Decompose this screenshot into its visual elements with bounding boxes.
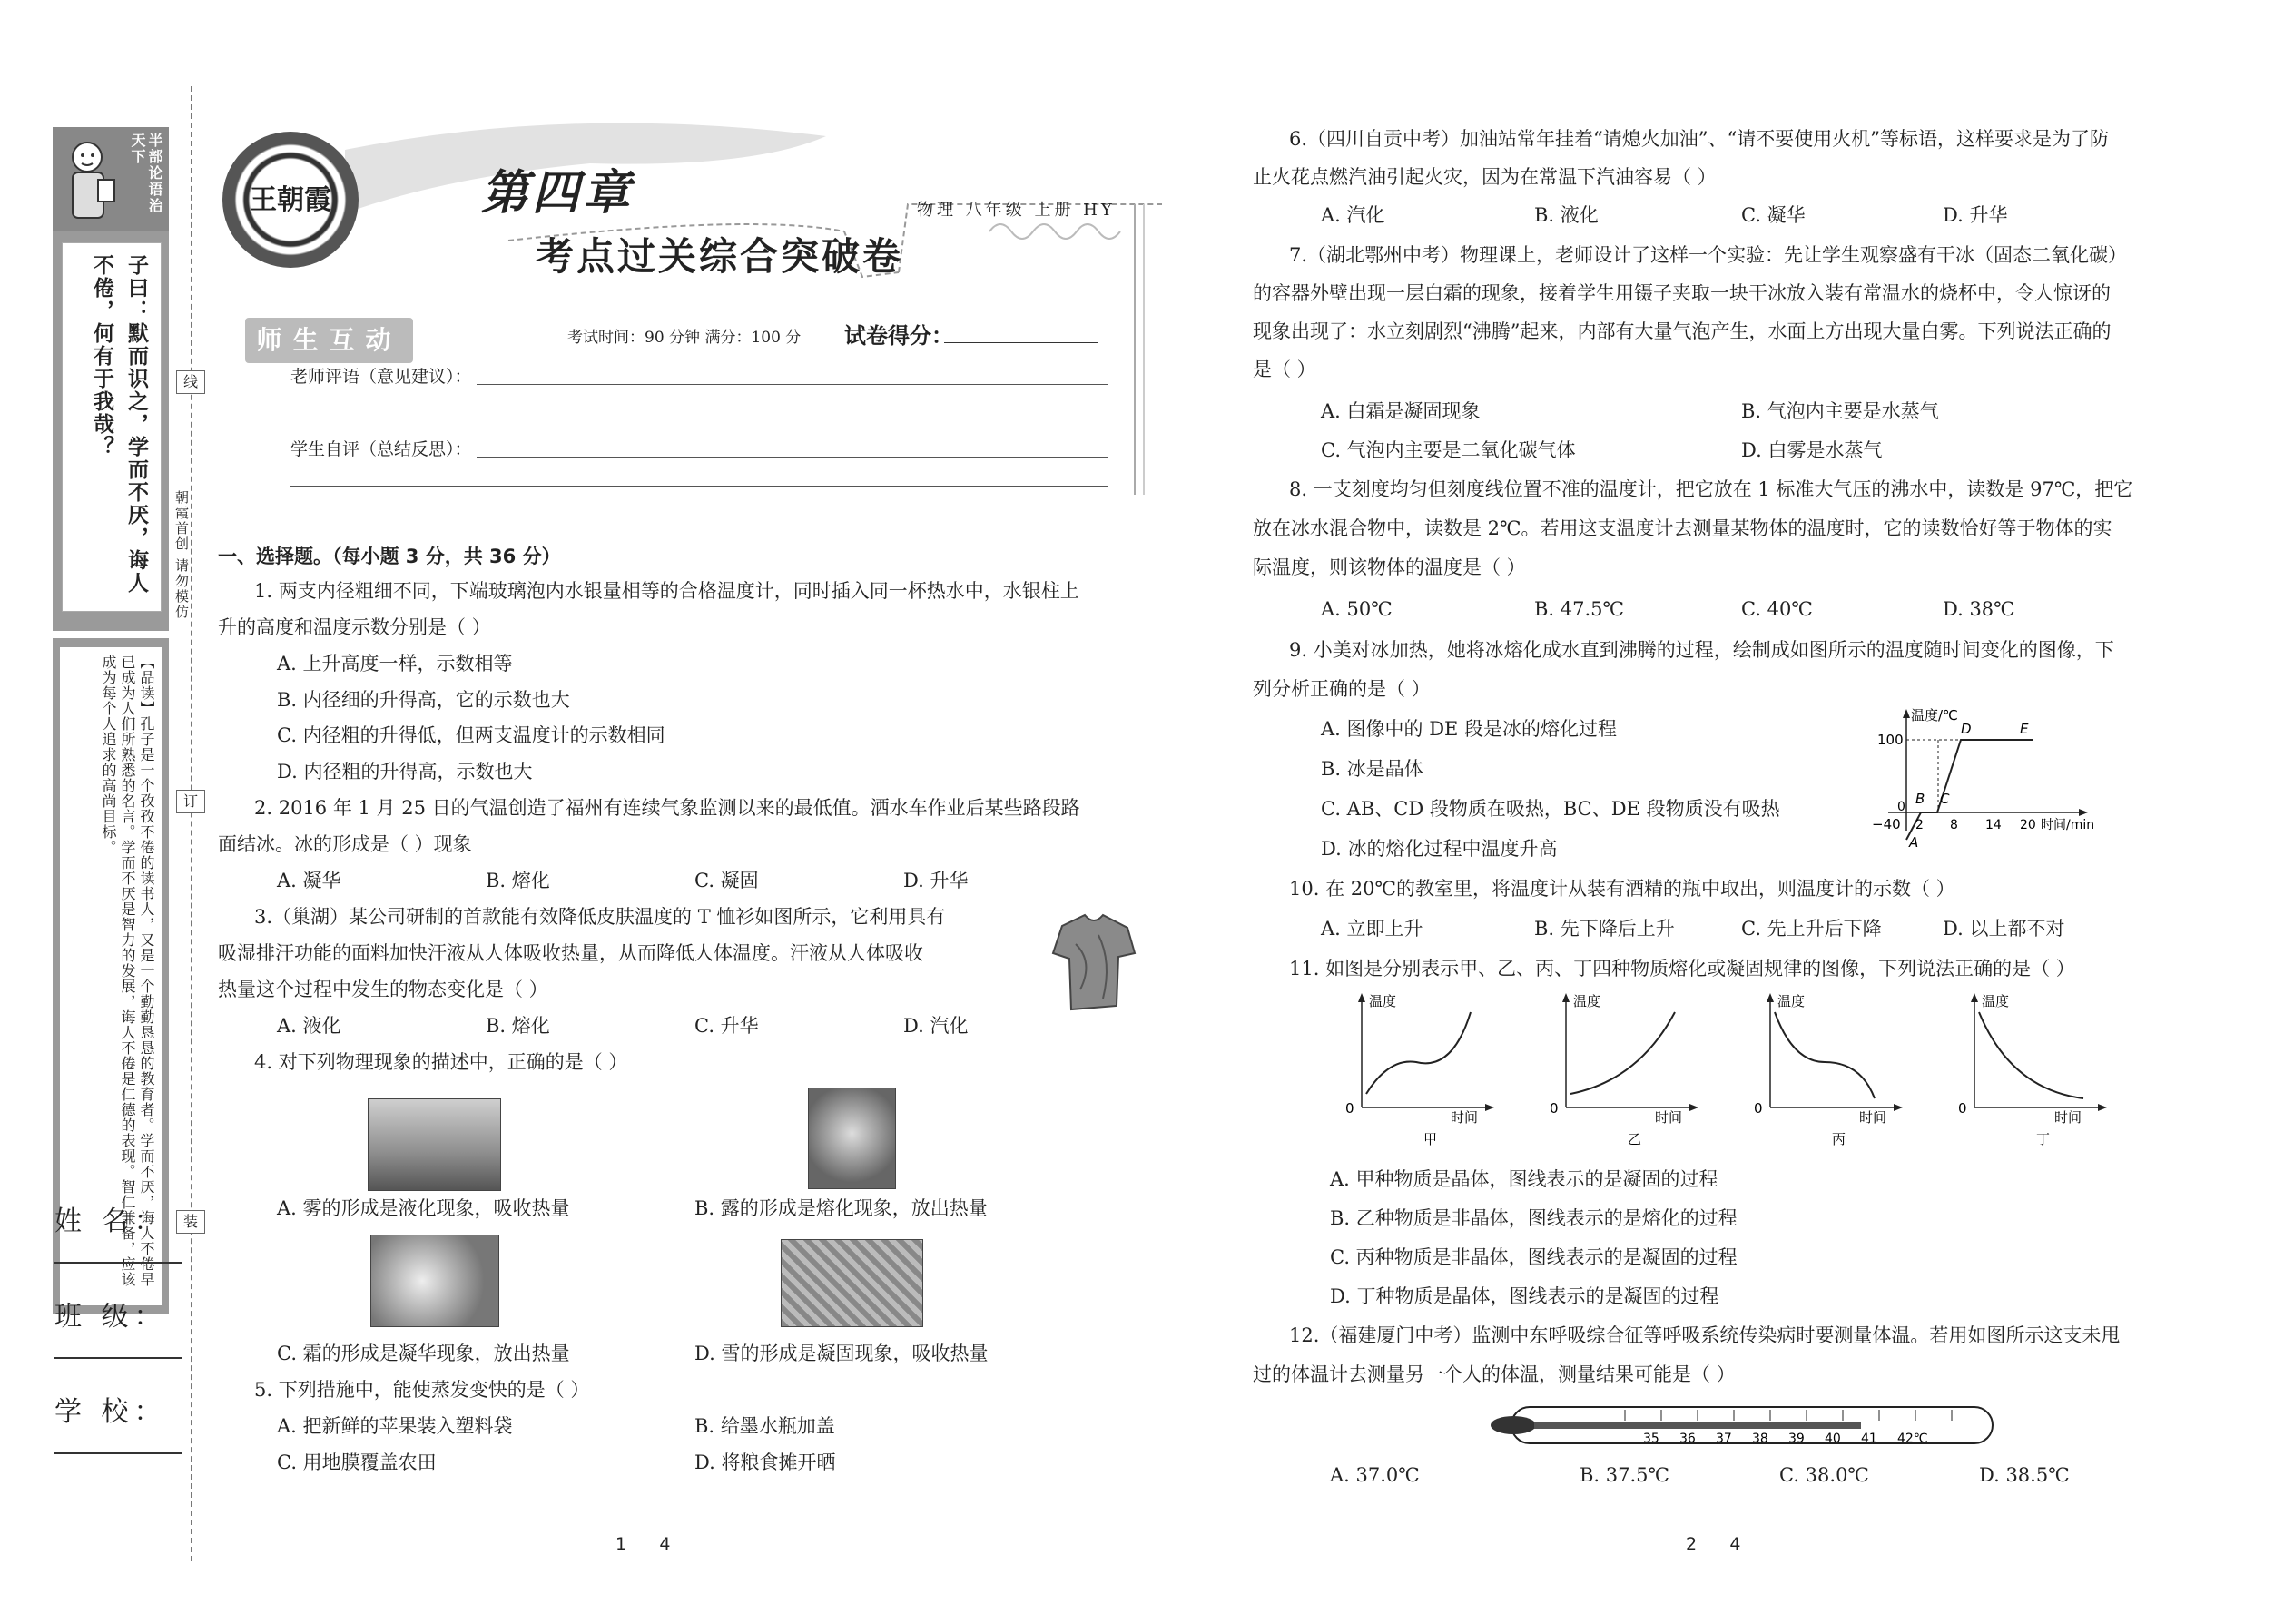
section-title: 一、选择题。（每小题 3 分，共 36 分）	[218, 546, 561, 567]
exam-meta: 考试时间：90 分钟 满分：100 分	[567, 329, 802, 347]
q3-line3: 热量这个过程中发生的物态变化是（ ）	[218, 979, 548, 1000]
q5-option-a[interactable]: A. 把新鲜的苹果装入塑料袋	[277, 1415, 513, 1437]
q11-zero-bing: 0	[1754, 1100, 1763, 1117]
exam-title: 考点过关综合突破卷	[536, 234, 904, 279]
q10-option-a[interactable]: A. 立即上升	[1321, 918, 1423, 940]
q9-point-d: D	[1961, 721, 1972, 737]
q11-xlabel-ding: 时间	[2054, 1109, 2082, 1126]
q11-option-d[interactable]: D. 丁种物质是晶体，图线表示的是凝固的过程	[1330, 1285, 1719, 1307]
q12-line2: 过的体温计去测量另一个人的体温，测量结果可能是（ ）	[1253, 1363, 1736, 1385]
student-comment-label: 学生自评（总结反思）：	[290, 439, 472, 459]
q11-stem: 11. 如图是分别表示甲、乙、丙、丁四种物质熔化或凝固规律的图像，下列说法正确的是（ ）	[1289, 958, 2075, 979]
q11-option-a[interactable]: A. 甲种物质是晶体，图线表示的是凝固的过程	[1330, 1168, 1718, 1190]
q11-graph-yi	[1550, 993, 1698, 1147]
page-number-left: 1 4	[615, 1534, 671, 1554]
thermo-tick-37: 37	[1716, 1432, 1732, 1446]
q4-option-a[interactable]: A. 雾的形成是液化现象，吸收热量	[277, 1197, 570, 1219]
student-comment-line[interactable]	[477, 457, 1108, 458]
q3-option-a[interactable]: A. 液化	[277, 1015, 341, 1037]
reading-text: 【品读】孔子是一个孜孜不倦的读书人，又是一个勤勤恳恳的教育者。学而不厌，诲人不倦早已成为人们所熟悉的名言。学而不厌是智力的发展，诲人不倦是仁德的表现。智仁兼备，应该成为每个人追求的高尚目标。	[100, 655, 155, 1287]
q9-point-b: B	[1915, 791, 1925, 807]
q6-line2: 止火花点燃汽油引起火灾，因为在常温下汽油容易（ ）	[1253, 166, 1717, 188]
school-field[interactable]: 学 校：	[54, 1389, 182, 1429]
q11-ylabel-jia: 温度	[1369, 993, 1397, 1009]
q9-option-d[interactable]: D. 冰的熔化过程中温度升高	[1321, 838, 1558, 860]
q4-option-c[interactable]: C. 霜的形成是凝华现象，放出热量	[277, 1343, 570, 1364]
student-comment-line-2[interactable]	[290, 486, 1108, 487]
confucius-quote: 子曰：默而识之，学而不厌，诲人不倦，何有于我哉？	[90, 254, 148, 595]
thermo-tick-41: 41	[1861, 1432, 1877, 1446]
chapter-title: 第四章	[481, 166, 635, 221]
q11-zero-jia: 0	[1345, 1100, 1354, 1117]
name-field[interactable]: 姓 名：	[54, 1198, 182, 1238]
q10-stem: 10. 在 20℃的教室里，将温度计从装有酒精的瓶中取出，则温度计的示数（ ）	[1289, 878, 1955, 900]
q6-line1: 6.（四川自贡中考）加油站常年挂着“请熄火加油”、“请不要使用火机”等标语，这样要求是为了防	[1289, 128, 2109, 150]
q9-option-c[interactable]: C. AB、CD 段物质在吸热，BC、DE 段物质没有吸热	[1321, 798, 1780, 820]
dew-photo	[808, 1088, 896, 1189]
q11-name-yi: 乙	[1628, 1131, 1642, 1147]
class-field[interactable]: 班 级：	[54, 1294, 182, 1334]
q11-name-bing: 丙	[1832, 1131, 1846, 1147]
q9-ylabel: 温度/℃	[1911, 707, 1958, 723]
q12-option-d[interactable]: D. 38.5℃	[1979, 1464, 2070, 1486]
q6-option-d[interactable]: D. 升华	[1943, 204, 2008, 226]
q8-line2: 放在冰水混合物中，读数是 2℃。若用这支温度计去测量某物体的温度时，它的读数恰好等于物体的实	[1253, 517, 2112, 539]
sidebar-header	[53, 127, 169, 231]
q11-zero-yi: 0	[1550, 1100, 1559, 1117]
q10-option-c[interactable]: C. 先上升后下降	[1741, 918, 1882, 940]
thermo-tick-36: 36	[1679, 1432, 1696, 1446]
q9-point-e: E	[2020, 721, 2029, 737]
q11-curve-bing	[1775, 1012, 1875, 1098]
q1-option-c[interactable]: C. 内径粗的升得低，但两支温度计的示数相同	[277, 724, 665, 746]
q7-option-d[interactable]: D. 白雾是水蒸气	[1741, 439, 1883, 461]
q1-option-a[interactable]: A. 上升高度一样，示数相等	[277, 653, 513, 674]
q8-option-a[interactable]: A. 50℃	[1321, 598, 1393, 620]
score-label: 试卷得分：	[844, 323, 953, 349]
q12-option-a[interactable]: A. 37.0℃	[1330, 1464, 1420, 1486]
q7-option-b[interactable]: B. 气泡内主要是水蒸气	[1741, 400, 1939, 422]
q11-graph-bing	[1754, 993, 1903, 1147]
section-tag: 师生互动	[245, 318, 413, 363]
q9-xlabel: 时间/min	[2041, 818, 2095, 832]
q2-option-b[interactable]: B. 熔化	[486, 870, 550, 891]
q9-curve	[1906, 740, 2033, 840]
q7-option-c[interactable]: C. 气泡内主要是二氧化碳气体	[1321, 439, 1576, 461]
q9-tick-14: 14	[1985, 818, 2002, 832]
q9-temperature-graph	[1834, 704, 2106, 849]
q9-tick-20: 20	[2020, 818, 2036, 832]
q11-curve-yi	[1570, 1012, 1675, 1094]
exam-header	[209, 113, 1162, 495]
quote-box	[53, 231, 169, 631]
snow-photo	[781, 1239, 923, 1327]
q8-line3: 际温度，则该物体的温度是（ ）	[1253, 556, 1526, 578]
q8-line1: 8. 一支刻度均匀但刻度线位置不准的温度计，把它放在 1 标准大气压的沸水中，读数是 97℃，把它	[1289, 478, 2133, 500]
q7-line4: 是（ ）	[1253, 359, 1316, 380]
cut-mark-line: 线	[176, 370, 205, 394]
q11-graphs	[1334, 989, 2082, 1148]
thermometer-bulb	[1491, 1416, 1536, 1434]
q3-line1: 3.（巢湖）某公司研制的首款能有效降低皮肤温度的 T 恤衫如图所示，它利用具有	[254, 906, 946, 928]
q6-option-b[interactable]: B. 液化	[1534, 204, 1599, 226]
q10-option-b[interactable]: B. 先下降后上升	[1534, 918, 1675, 940]
brand-logo-icon: 王朝霞	[222, 132, 359, 268]
q4-option-b[interactable]: B. 露的形成是熔化现象，放出热量	[694, 1197, 988, 1219]
q12-option-c[interactable]: C. 38.0℃	[1779, 1464, 1869, 1486]
frost-photo	[370, 1235, 499, 1327]
q7-option-a[interactable]: A. 白霜是凝固现象	[1321, 400, 1481, 422]
q1-option-b[interactable]: B. 内径细的升得高，它的示数也大	[277, 689, 570, 711]
q11-xlabel-bing: 时间	[1859, 1109, 1887, 1126]
q11-curve-ding	[1979, 1012, 2083, 1098]
q7-line3: 现象出现了：水立刻剧烈“沸腾”起来，内部有大量气泡产生，水面上方出现大量白雾。下列说法正确的	[1253, 320, 2112, 342]
thermometer-mercury	[1534, 1422, 1861, 1429]
q5-stem: 5. 下列措施中，能使蒸发变快的是（ ）	[254, 1379, 590, 1401]
score-input-line[interactable]	[944, 342, 1098, 343]
q11-option-b[interactable]: B. 乙种物质是非晶体，图线表示的是熔化的过程	[1330, 1207, 1738, 1229]
q4-stem: 4. 对下列物理现象的描述中，正确的是（ ）	[254, 1051, 628, 1073]
thermo-tick-35: 35	[1643, 1432, 1659, 1446]
q9-yneg: −40	[1872, 816, 1901, 832]
q8-option-d[interactable]: D. 38℃	[1943, 598, 2015, 620]
q1-option-d[interactable]: D. 内径粗的升得高，示数也大	[277, 761, 533, 782]
q9-tick-8: 8	[1950, 818, 1958, 832]
q11-ylabel-bing: 温度	[1777, 993, 1806, 1009]
page-number-right: 2 4	[1686, 1534, 1741, 1554]
q11-option-c[interactable]: C. 丙种物质是非晶体，图线表示的是凝固的过程	[1330, 1246, 1738, 1268]
cut-mark-bind: 订	[176, 790, 205, 813]
q3-option-c[interactable]: C. 升华	[694, 1015, 759, 1037]
q11-curve-jia	[1366, 1012, 1471, 1094]
teacher-comment-line[interactable]	[477, 384, 1108, 385]
q11-graph-ding	[1958, 993, 2107, 1147]
q11-graph-jia	[1345, 993, 1494, 1147]
q9-line2: 列分析正确的是（ ）	[1253, 678, 1431, 700]
q10-option-d[interactable]: D. 以上都不对	[1943, 918, 2065, 940]
confucius-cartoon-icon	[58, 134, 122, 225]
q6-option-c[interactable]: C. 凝华	[1741, 204, 1806, 226]
q3-option-d[interactable]: D. 汽化	[903, 1015, 969, 1037]
q11-name-jia: 甲	[1423, 1131, 1438, 1147]
teacher-comment-label: 老师评语（意见建议）：	[290, 367, 472, 387]
q3-line2: 吸湿排汗功能的面料加快汗液从人体吸收热量，从而降低人体温度。汗液从人体吸收	[218, 942, 923, 964]
q5-option-c[interactable]: C. 用地膜覆盖农田	[277, 1452, 437, 1473]
q2-option-c[interactable]: C. 凝固	[694, 870, 759, 891]
q5-option-d[interactable]: D. 将粮食摊开晒	[694, 1452, 836, 1473]
q9-point-c: C	[1940, 791, 1950, 807]
fog-photo	[368, 1098, 501, 1191]
q11-zero-ding: 0	[1958, 1100, 1967, 1117]
q11-ylabel-ding: 温度	[1982, 993, 2010, 1009]
thermo-tick-38: 38	[1752, 1432, 1768, 1446]
thermo-tick-42: 42℃	[1897, 1432, 1928, 1446]
q11-xlabel-jia: 时间	[1451, 1109, 1479, 1126]
q9-zero: 0	[1897, 800, 1905, 814]
clinical-thermometer	[1484, 1403, 2002, 1452]
q11-name-ding: 丁	[2036, 1131, 2051, 1147]
tshirt-photo-icon	[1044, 908, 1144, 1017]
q9-option-b[interactable]: B. 冰是晶体	[1321, 758, 1423, 780]
q12-line1: 12.（福建厦门中考）监测中东呼吸综合征等呼吸系统传染病时要测量体温。若用如图所示这支未甩	[1289, 1324, 2121, 1346]
cut-note: 朝霞首创 请勿模仿	[173, 490, 190, 620]
q6-option-a[interactable]: A. 汽化	[1321, 204, 1385, 226]
q9-option-a[interactable]: A. 图像中的 DE 段是冰的熔化过程	[1321, 718, 1618, 740]
sidebar-motto: 半部论语治天下	[129, 133, 163, 214]
q5-option-b[interactable]: B. 给墨水瓶加盖	[694, 1415, 835, 1437]
q2-option-d[interactable]: D. 升华	[903, 870, 969, 891]
q9-tick-2: 2	[1915, 818, 1924, 832]
thermo-tick-40: 40	[1825, 1432, 1841, 1446]
q7-line1: 7.（湖北鄂州中考）物理课上，老师设计了这样一个实验：先让学生观察盛有干冰（固态二氧化碳）	[1289, 244, 2128, 266]
cut-line	[191, 86, 192, 1561]
q2-line2: 面结冰。冰的形成是（ ）现象	[218, 833, 472, 855]
q7-line2: 的容器外壁出现一层白霜的现象，接着学生用镊子夹取一块干冰放入装有常温水的烧杯中，令人惊讶的	[1253, 282, 2111, 304]
q3-option-b[interactable]: B. 熔化	[486, 1015, 550, 1037]
q11-ylabel-yi: 温度	[1573, 993, 1601, 1009]
q11-xlabel-yi: 时间	[1655, 1109, 1683, 1126]
thermo-tick-39: 39	[1788, 1432, 1805, 1446]
q2-option-a[interactable]: A. 凝华	[277, 870, 341, 891]
q2-line1: 2. 2016 年 1 月 25 日的气温创造了福州有连续气象监测以来的最低值。洒水车作业后某些路段路	[254, 797, 1080, 819]
q9-line1: 9. 小美对冰加热，她将冰熔化成水直到沸腾的过程，绘制成如图所示的温度随时间变化的图像，下	[1289, 639, 2114, 661]
q9-y100: 100	[1877, 732, 1904, 748]
q1-line1: 1. 两支内径粗细不同，下端玻璃泡内水银量相等的合格温度计，同时插入同一杯热水中，水银柱上	[254, 580, 1079, 602]
cut-mark-pack: 装	[176, 1210, 205, 1234]
q12-option-b[interactable]: B. 37.5℃	[1580, 1464, 1670, 1486]
q8-option-c[interactable]: C. 40℃	[1741, 598, 1813, 620]
subject-tag: 物理 八年级 上册 HY	[917, 201, 1116, 220]
q9-point-a: A	[1909, 834, 1919, 851]
q4-option-d[interactable]: D. 雪的形成是凝固现象，吸收热量	[694, 1343, 989, 1364]
q1-line2: 升的高度和温度示数分别是（ ）	[218, 616, 491, 638]
q8-option-b[interactable]: B. 47.5℃	[1534, 598, 1625, 620]
